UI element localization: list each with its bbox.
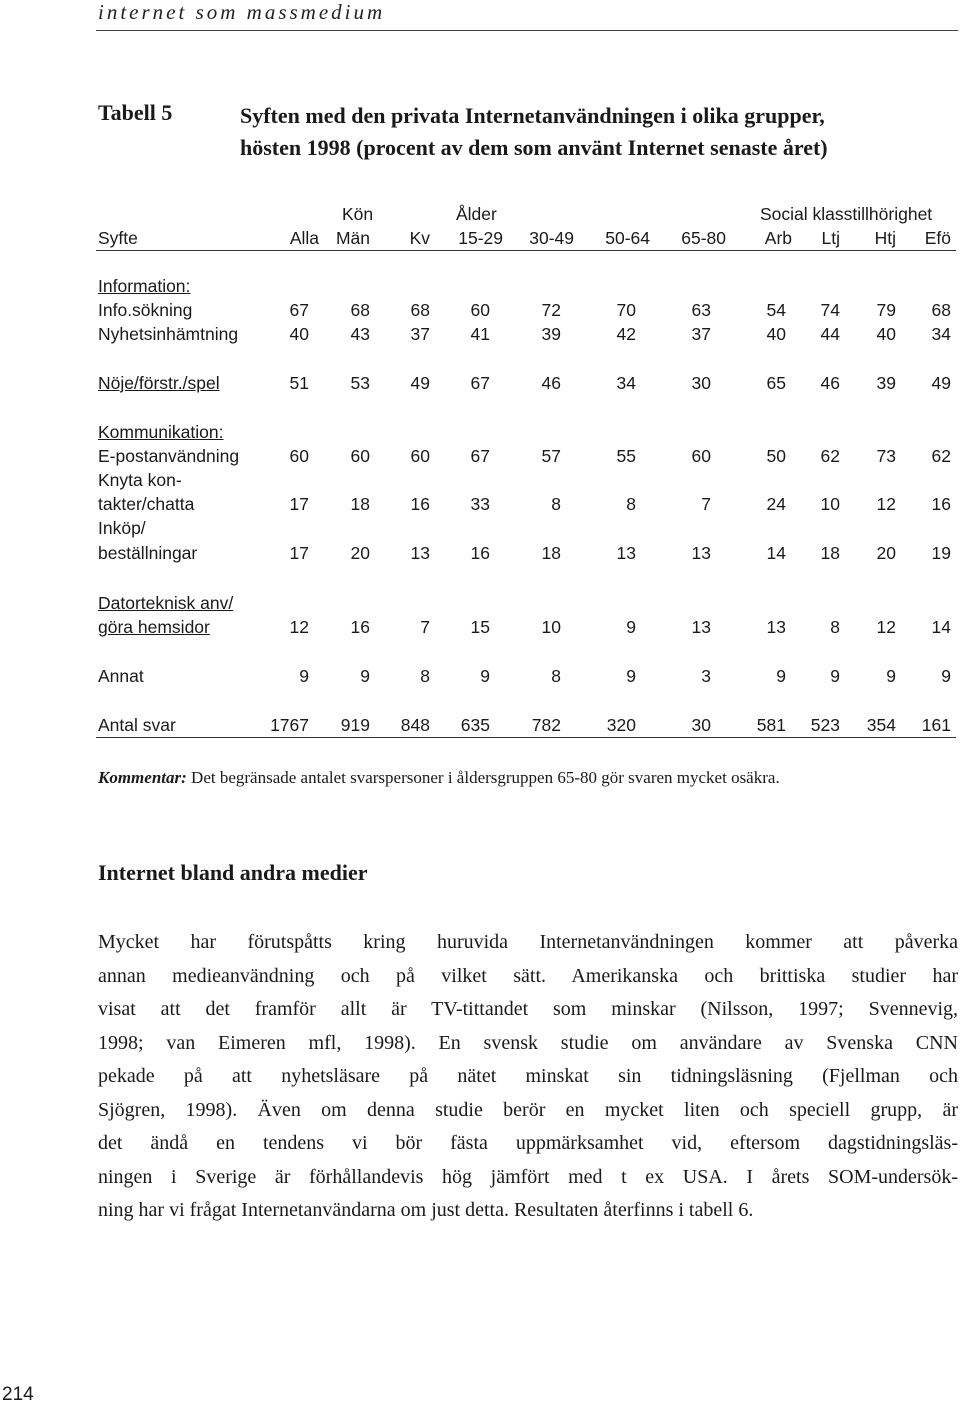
cell: 49 [410,373,430,393]
table-label: Tabell 5 [98,100,173,125]
cell: 12 [876,494,896,514]
cell: 18 [541,543,561,563]
cell: 8 [551,494,561,514]
column-header: Kv [409,228,430,248]
body-line: 1998; van Eimeren mfl, 1998). En svensk studie om användare av Svenska CNN [98,1031,958,1054]
cell: 9 [299,666,309,686]
cell: 13 [766,617,786,637]
cell: 73 [876,446,896,466]
cell: 7 [420,617,430,637]
body-line: ningen i Sverige är förhållandevis hög jämfört med t ex USA. I årets SOM-undersök- [98,1165,958,1188]
cell: 62 [931,446,951,466]
cell: 17 [289,543,309,563]
cell: 62 [820,446,840,466]
cell: 65 [766,373,786,393]
body-line: annan medieanvändning och på vilket sätt. Amerikanska och brittiska studier har [98,964,958,987]
row-label: Antal svar [98,715,176,735]
cell: 1767 [270,715,309,735]
cell: 49 [931,373,951,393]
table-header-rule [96,250,956,251]
cell: 523 [810,715,840,735]
table-row [96,492,956,516]
cell: 17 [289,494,309,514]
cell: 33 [470,494,490,514]
table-row [96,298,956,322]
table-row [96,371,956,395]
cell: 8 [626,494,636,514]
cell: 60 [350,446,370,466]
row-label: Inköp/ [98,518,146,538]
cell: 16 [350,617,370,637]
cell: 37 [691,324,711,344]
cell: 13 [616,543,636,563]
table-row-label-line [96,468,956,492]
cell: 13 [691,543,711,563]
cell: 9 [360,666,370,686]
cell: 30 [691,373,711,393]
cell: 15 [470,617,490,637]
cell: 68 [410,300,430,320]
cell: 46 [541,373,561,393]
cell: 10 [541,617,561,637]
table-row [96,322,956,346]
cell: 40 [876,324,896,344]
comment-label: Kommentar: [98,768,187,787]
column-header: Arb [764,228,792,248]
body-line: Mycket har förutspåtts kring huruvida Internetanvändningen kommer att påverka [98,931,958,953]
cell: 40 [766,324,786,344]
cell: 53 [350,373,370,393]
cell: 34 [616,373,636,393]
table-row [96,541,956,565]
row-label: E-postanvändning [98,446,240,466]
cell: 34 [931,324,951,344]
section-label-kommunikation: Kommunikation: [98,422,224,442]
column-header: Htj [874,228,896,248]
table-caption-line-1: Syften med den privata Internetanvändningen i olika grupper, [240,103,825,128]
body-line: det ändå en tendens vi bör fästa uppmärksamhet vid, eftersom dagstidningsläs- [98,1132,958,1154]
cell: 14 [766,543,786,563]
cell: 67 [470,446,490,466]
table-section-label [96,420,956,444]
column-header: Efö [924,228,951,248]
cell: 46 [820,373,840,393]
column-header: Ltj [821,228,840,248]
cell: 67 [470,373,490,393]
running-head: internet som massmedium [98,0,386,24]
cell: 57 [541,446,561,466]
cell: 63 [691,300,711,320]
body-paragraph [98,926,958,1228]
table-row [96,713,956,737]
cell: 16 [470,543,490,563]
cell: 16 [410,494,430,514]
table-row [96,664,956,688]
cell: 20 [876,543,896,563]
cell: 13 [691,617,711,637]
cell: 12 [876,617,896,637]
cell: 30 [691,715,711,735]
cell: 24 [766,494,786,514]
table-bottom-rule [96,737,956,738]
row-label: Knyta kon- [98,470,182,490]
cell: 8 [551,666,561,686]
group-header-social: Social klasstillhörighet [760,204,933,224]
cell: 37 [410,324,430,344]
row-label: Annat [98,666,144,686]
cell: 50 [766,446,786,466]
column-header: 50-64 [605,228,650,248]
cell: 9 [776,666,786,686]
table-column-header-row [96,226,956,250]
cell: 39 [541,324,561,344]
cell: 54 [766,300,786,320]
cell: 7 [701,494,711,514]
cell: 9 [941,666,951,686]
table-caption-line-2: hösten 1998 (procent av dem som använt Internet senaste året) [240,135,828,160]
cell: 19 [931,543,951,563]
row-label: göra hemsidor [98,617,210,637]
column-header: 15-29 [458,228,503,248]
cell: 20 [350,543,370,563]
table-row-label-line [96,591,956,615]
table-row-label-line [96,516,956,540]
cell: 848 [400,715,430,735]
header-rule [96,30,958,31]
row-label: Info.sökning [98,300,193,320]
cell: 72 [541,300,561,320]
column-header: Alla [289,228,319,248]
cell: 60 [410,446,430,466]
cell: 18 [820,543,840,563]
cell: 55 [616,446,636,466]
cell: 635 [460,715,490,735]
column-header: 65-80 [681,228,726,248]
column-header: Män [335,228,370,248]
column-header: 30-49 [529,228,574,248]
cell: 16 [931,494,951,514]
cell: 40 [289,324,309,344]
cell: 9 [626,666,636,686]
cell: 12 [289,617,309,637]
cell: 41 [470,324,490,344]
cell: 67 [289,300,309,320]
row-label: takter/chatta [98,494,195,514]
cell: 9 [480,666,490,686]
cell: 354 [866,715,896,735]
cell: 8 [830,617,840,637]
cell: 70 [616,300,636,320]
table-row [96,615,956,639]
cell: 42 [616,324,636,344]
cell: 320 [606,715,636,735]
cell: 9 [830,666,840,686]
table-row [96,444,956,468]
row-label: beställningar [98,543,198,563]
cell: 3 [701,666,711,686]
cell: 60 [691,446,711,466]
cell: 14 [931,617,951,637]
comment-text: Det begränsade antalet svarspersoner i åldersgruppen 65-80 gör svaren mycket osäkra. [186,768,780,787]
cell: 10 [820,494,840,514]
cell: 8 [420,666,430,686]
body-line: Sjögren, 1998). Även om denna studie berör en mycket liten och speciell grupp, är [98,1098,958,1121]
column-header: Syfte [98,228,138,248]
cell: 39 [876,373,896,393]
cell: 581 [756,715,786,735]
cell: 9 [626,617,636,637]
body-line: ning har vi frågat Internetanvändarna om just detta. Resultaten återfinns i tabell 6. [98,1199,754,1221]
cell: 68 [350,300,370,320]
row-label: Nyhetsinhämtning [98,324,239,344]
group-header-kon: Kön [342,204,374,224]
row-label: Datorteknisk anv/ [98,593,234,613]
cell: 13 [410,543,430,563]
cell: 43 [350,324,370,344]
section-label-information: Information: [98,276,191,296]
cell: 51 [289,373,309,393]
body-line: pekade på att nyhetsläsare på nätet minskat sin tidningsläsning (Fjellman och [98,1065,958,1087]
cell: 782 [531,715,561,735]
cell: 60 [289,446,309,466]
section-title: Internet bland andra medier [98,860,368,885]
table-section-label [96,274,956,298]
group-header-alder: Ålder [456,204,497,224]
page-number: 214 [2,1384,34,1405]
cell: 9 [886,666,896,686]
row-label: Nöje/förstr./spel [98,373,220,393]
cell: 74 [820,300,840,320]
cell: 79 [876,300,896,320]
cell: 68 [931,300,951,320]
cell: 18 [350,494,370,514]
table-group-header-row [96,202,956,226]
body-line: visat att det framför allt är TV-tittandet som minskar (Nilsson, 1997; Svennevig, [98,998,958,1020]
table-caption [240,100,960,164]
table-comment [98,768,780,788]
cell: 919 [340,715,370,735]
cell: 60 [470,300,490,320]
cell: 161 [921,715,951,735]
cell: 44 [820,324,840,344]
